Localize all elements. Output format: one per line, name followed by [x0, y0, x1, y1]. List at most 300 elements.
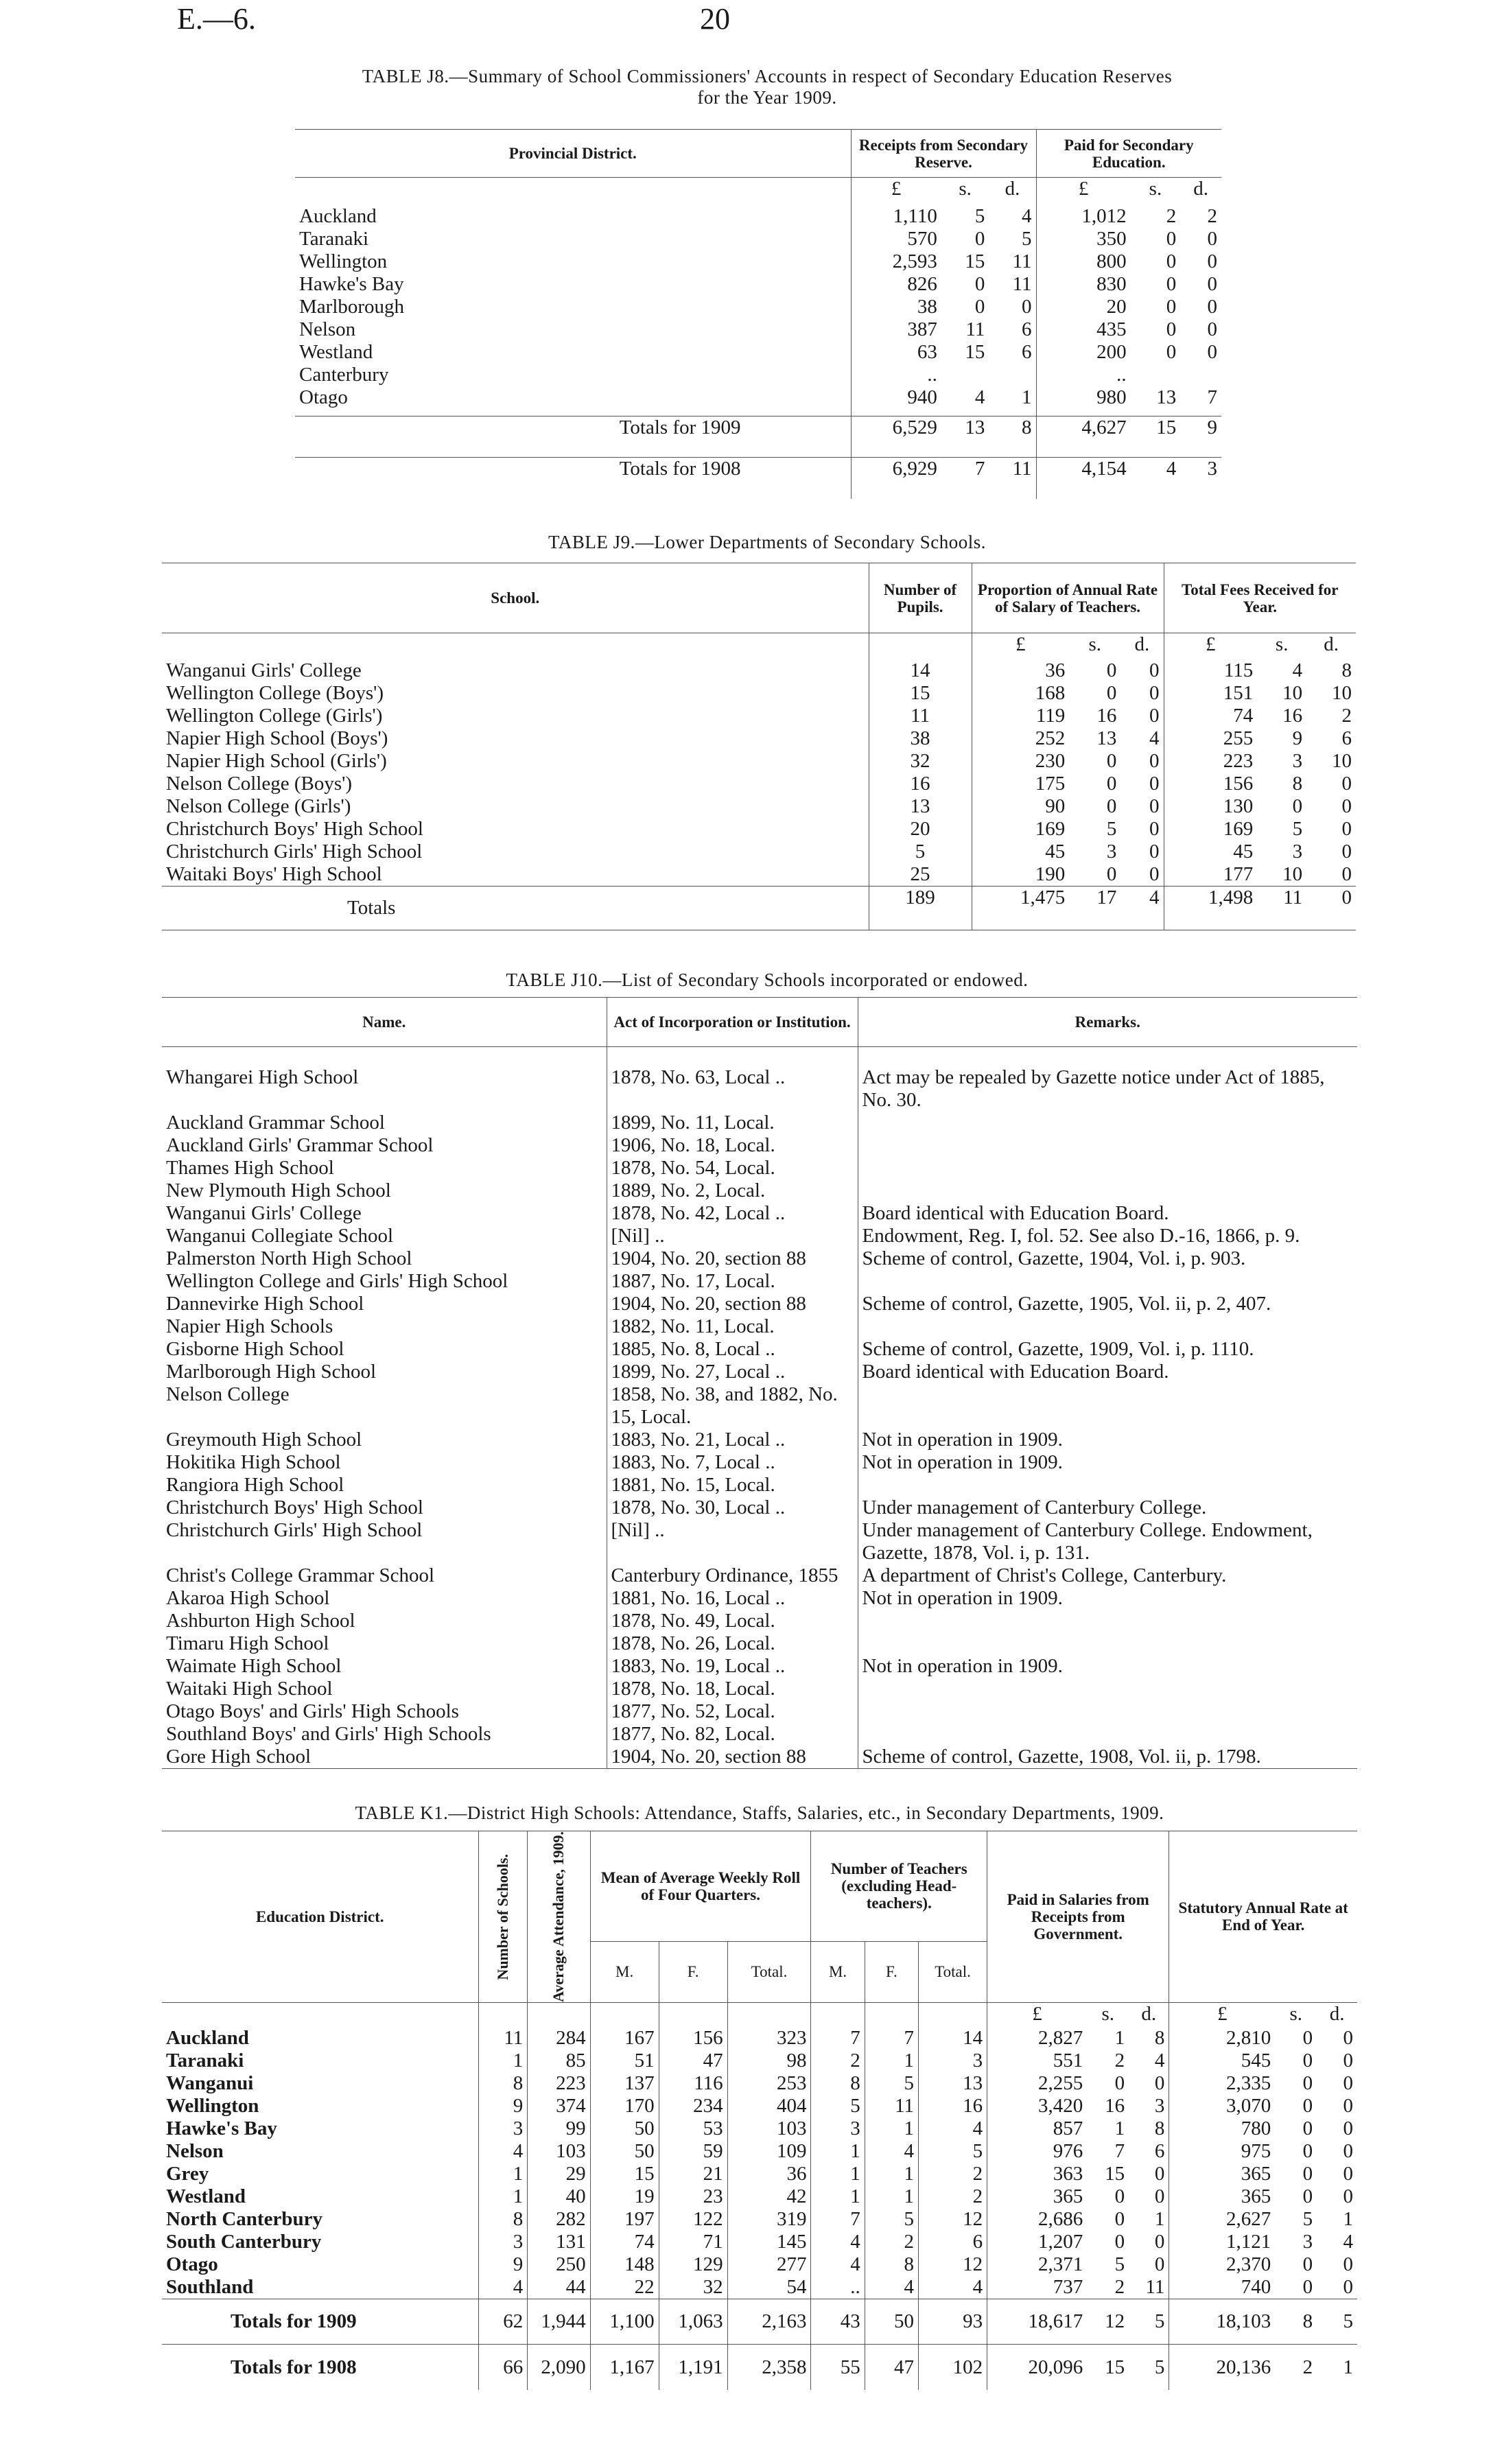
district-name: North Canterbury	[166, 2208, 322, 2231]
school-name: Ashburton High School	[166, 1609, 355, 1632]
table-row	[162, 2163, 1357, 2185]
value-cell: 5	[919, 2140, 987, 2163]
district-name: Westland	[166, 2185, 246, 2208]
value-cell: 3	[1106, 840, 1117, 863]
school-name: Napier High School (Girls')	[166, 749, 387, 772]
value-cell: 0	[1302, 2050, 1313, 2072]
value-cell: 8	[865, 2253, 918, 2276]
table-row	[162, 1429, 1357, 1451]
act-cell: 1878, No. 42, Local ..	[607, 1202, 858, 1225]
value-cell: 42	[727, 2185, 811, 2208]
act-cell: 1878, No. 63, Local ..	[607, 1066, 858, 1112]
district-name: Hawke's Bay	[299, 272, 404, 295]
act-cell: 1904, No. 20, section 88	[607, 1247, 858, 1270]
unit-label: s.	[1101, 2002, 1114, 2025]
table-row	[162, 1112, 1357, 1134]
value-cell: 0	[1207, 318, 1217, 340]
j10-col-remarks: Remarks.	[858, 998, 1357, 1047]
value-cell: 5	[1022, 227, 1032, 250]
table-row	[295, 364, 1221, 386]
district-name: Canterbury	[299, 363, 389, 386]
value-cell: 6	[1022, 340, 1032, 363]
value-cell: 0	[1149, 704, 1160, 727]
value-cell: 7	[811, 2208, 865, 2231]
value-cell: 1	[478, 2185, 528, 2208]
k1-col-district: Education District.	[255, 1908, 384, 1925]
district-name: Wellington	[166, 2095, 259, 2117]
value-cell: 10	[1282, 681, 1303, 704]
act-cell: 1877, No. 82, Local.	[607, 1723, 858, 1746]
total-value: 1,944	[528, 2299, 590, 2345]
value-cell: 350	[1036, 228, 1131, 250]
total-value: 1	[1343, 2356, 1353, 2378]
act-cell: 1887, No. 17, Local.	[607, 1270, 858, 1293]
school-name: Auckland Grammar School	[166, 1111, 385, 1134]
total-value: 66	[478, 2345, 528, 2390]
value-cell: 2,370	[1169, 2253, 1275, 2276]
value-cell: 10	[1332, 749, 1352, 772]
value-cell: 13	[1156, 386, 1177, 408]
k1-col-schools: Number of Schools.	[493, 1853, 511, 1980]
j8-title-line1: TABLE J8.—Summary of School Commissioners' Accounts in respect of Secondary Education Reserves	[362, 66, 1173, 86]
pupils-value: 20	[869, 818, 972, 841]
value-cell: 3,420	[987, 2095, 1088, 2117]
value-cell: 404	[727, 2095, 811, 2117]
act-cell: 1904, No. 20, section 88	[607, 1293, 858, 1315]
value-cell: 40	[528, 2185, 590, 2208]
value-cell: 0	[1166, 295, 1177, 318]
value-cell: 284	[528, 2027, 590, 2050]
value-cell: 387	[851, 318, 941, 341]
table-row	[162, 1451, 1357, 1474]
total-value: 2,090	[528, 2345, 590, 2390]
district-name: Auckland	[166, 2027, 249, 2050]
value-cell: 0	[1343, 2140, 1353, 2163]
table-row	[295, 341, 1221, 364]
value-cell: 0	[1302, 2027, 1313, 2050]
act-cell: 1883, No. 21, Local ..	[607, 1429, 858, 1451]
total-value: 0	[1341, 886, 1352, 908]
remarks-cell: Scheme of control, Gazette, 1904, Vol. i, p. 903.	[858, 1247, 1357, 1270]
table-row	[162, 1383, 1357, 1429]
table-row	[162, 1202, 1357, 1225]
value-cell: 11	[1012, 272, 1032, 295]
school-name: Nelson College (Boys')	[166, 772, 353, 795]
value-cell: 167	[590, 2027, 659, 2050]
value-cell: 115	[1164, 659, 1257, 682]
school-name: Southland Boys' and Girls' High Schools	[166, 1722, 491, 1745]
pupils-value: 15	[869, 682, 972, 705]
value-cell: 6	[1341, 727, 1352, 749]
table-row	[295, 416, 1221, 458]
table-row	[295, 458, 1221, 499]
value-cell: 12	[919, 2208, 987, 2231]
unit-label: £	[851, 178, 941, 205]
table-row	[162, 2117, 1357, 2140]
school-name: Wellington College and Girls' High School	[166, 1269, 508, 1292]
table-row	[162, 659, 1356, 682]
value-cell: 0	[1207, 227, 1217, 250]
school-name: New Plymouth High School	[166, 1179, 391, 1201]
total-value: 2,163	[727, 2299, 811, 2345]
remarks-cell	[858, 1678, 1357, 1700]
value-cell: 156	[1164, 773, 1257, 795]
value-cell: 4	[919, 2117, 987, 2140]
totals-label: Totals for 1909	[231, 2310, 357, 2333]
table-row	[162, 1315, 1357, 1338]
total-value: 1,475	[972, 886, 1069, 930]
value-cell: 223	[528, 2072, 590, 2095]
value-cell: 175	[972, 773, 1069, 795]
total-value: 4,627	[1036, 416, 1131, 458]
value-cell: 119	[972, 705, 1069, 727]
value-cell: 4	[811, 2231, 865, 2253]
value-cell: 15	[1105, 2163, 1125, 2185]
school-name: Timaru High School	[166, 1632, 329, 1654]
value-cell: 0	[1149, 795, 1160, 817]
value-cell: 15	[590, 2163, 659, 2185]
value-cell: 11	[1012, 250, 1032, 272]
value-cell: 169	[1164, 818, 1257, 841]
value-cell: 0	[1106, 863, 1117, 885]
value-cell: 16	[1096, 704, 1117, 727]
value-cell: 8	[1292, 772, 1303, 795]
value-cell: 45	[972, 841, 1069, 863]
school-name: Marlborough High School	[166, 1360, 377, 1383]
table-row	[295, 296, 1221, 318]
table-row	[162, 727, 1356, 750]
value-cell: 0	[1149, 681, 1160, 704]
total-value: 189	[869, 886, 972, 930]
value-cell: 1,207	[987, 2231, 1088, 2253]
value-cell: 54	[727, 2276, 811, 2299]
value-cell: 0	[1207, 340, 1217, 363]
act-cell: 1878, No. 26, Local.	[607, 1632, 858, 1655]
school-name: Hokitika High School	[166, 1451, 341, 1473]
j8-col-receipts: Receipts from Secondary Reserve.	[851, 130, 1036, 178]
value-cell: 116	[659, 2072, 727, 2095]
district-name: Otago	[166, 2253, 218, 2276]
remarks-cell	[858, 1112, 1357, 1134]
value-cell: 74	[590, 2231, 659, 2253]
total-value: 1,063	[659, 2299, 727, 2345]
school-name: Waitaki Boys' High School	[166, 863, 382, 885]
remarks-cell: Act may be repealed by Gazette notice under Act of 1885, No. 30.	[858, 1066, 1357, 1112]
value-cell: 16	[919, 2095, 987, 2117]
value-cell: 0	[974, 295, 985, 318]
value-cell: 145	[727, 2231, 811, 2253]
school-name: Dannevirke High School	[166, 1292, 364, 1315]
value-cell: 0	[974, 272, 985, 295]
table-row	[162, 1655, 1357, 1678]
value-cell: 374	[528, 2095, 590, 2117]
remarks-cell	[858, 1610, 1357, 1632]
value-cell: 4	[1154, 2050, 1165, 2072]
total-value: 12	[1105, 2310, 1125, 2333]
unit-label: s.	[1149, 178, 1162, 200]
value-cell: 363	[987, 2163, 1088, 2185]
total-value: 4,154	[1036, 458, 1131, 499]
total-value: 18,103	[1169, 2299, 1275, 2345]
value-cell: 11	[965, 318, 985, 340]
school-name: Christchurch Girls' High School	[166, 1518, 423, 1541]
value-cell: 0	[1343, 2117, 1353, 2140]
unit-label: d.	[1324, 633, 1339, 655]
value-cell: 10	[1332, 681, 1352, 704]
remarks-cell: Scheme of control, Gazette, 1905, Vol. ii, p. 2, 407.	[858, 1293, 1357, 1315]
value-cell: 53	[659, 2117, 727, 2140]
value-cell: 50	[590, 2117, 659, 2140]
value-cell: 0	[1106, 772, 1117, 795]
school-name: Gisborne High School	[166, 1337, 344, 1360]
remarks-cell: A department of Christ's College, Canterbury.	[858, 1564, 1357, 1587]
total-value: 7	[974, 458, 985, 480]
total-value: 18,617	[987, 2299, 1088, 2345]
value-cell: 2,335	[1169, 2072, 1275, 2095]
remarks-cell: Not in operation in 1909.	[858, 1451, 1357, 1474]
value-cell: 0	[1114, 2185, 1125, 2208]
value-cell: 740	[1169, 2276, 1275, 2299]
district-name: Wanganui	[166, 2072, 254, 2095]
total-value: 1,167	[590, 2345, 659, 2390]
value-cell: 6	[919, 2231, 987, 2253]
value-cell: 2	[919, 2163, 987, 2185]
k1-col-roll: Mean of Average Weekly Roll of Four Quarters.	[590, 1831, 811, 1942]
table-row	[162, 1746, 1357, 1769]
value-cell: 551	[987, 2050, 1088, 2072]
value-cell: 2	[1207, 204, 1217, 227]
total-value: 50	[865, 2299, 918, 2345]
value-cell: 7	[811, 2027, 865, 2050]
value-cell: 109	[727, 2140, 811, 2163]
value-cell: 4	[811, 2253, 865, 2276]
total-value: 62	[478, 2299, 528, 2345]
value-cell: 230	[972, 750, 1069, 773]
j9-title: TABLE J9.—Lower Departments of Secondary Schools.	[548, 532, 986, 552]
value-cell: 71	[659, 2231, 727, 2253]
value-cell: 4	[865, 2140, 918, 2163]
remarks-cell	[858, 1270, 1357, 1293]
total-value: 1,498	[1164, 886, 1257, 930]
school-name: Nelson College	[166, 1383, 290, 1405]
k1-col-rate: Statutory Annual Rate at End of Year.	[1169, 1831, 1357, 2003]
value-cell: 169	[972, 818, 1069, 841]
value-cell: 3	[811, 2117, 865, 2140]
j9-col-fees: Total Fees Received for Year.	[1164, 563, 1356, 633]
table-row	[162, 1564, 1357, 1587]
value-cell: 0	[974, 227, 985, 250]
value-cell: 0	[1341, 863, 1352, 885]
table-row	[295, 178, 1221, 205]
value-cell: 190	[972, 863, 1069, 887]
table-row	[162, 773, 1356, 795]
value-cell: 122	[659, 2208, 727, 2231]
table-row	[295, 250, 1221, 273]
total-value: 4	[1149, 886, 1160, 908]
table-row	[162, 2345, 1357, 2390]
value-cell: 0	[1149, 863, 1160, 885]
act-cell: 1883, No. 7, Local ..	[607, 1451, 858, 1474]
value-cell: 197	[590, 2208, 659, 2231]
table-row	[162, 1723, 1357, 1746]
total-value: 8	[1022, 416, 1032, 438]
district-name: Taranaki	[299, 227, 369, 250]
value-cell: 1,110	[851, 205, 941, 228]
table-row	[162, 1180, 1357, 1202]
value-cell: 277	[727, 2253, 811, 2276]
k1-roll-f: F.	[659, 1941, 727, 2002]
unit-label: s.	[959, 178, 972, 200]
table-row	[162, 750, 1356, 773]
value-cell: 545	[1169, 2050, 1275, 2072]
value-cell: 59	[659, 2140, 727, 2163]
value-cell: 2	[919, 2185, 987, 2208]
value-cell: 7	[865, 2027, 918, 2050]
value-cell: 0	[1341, 772, 1352, 795]
value-cell: 0	[1166, 340, 1177, 363]
unit-label: £	[1164, 633, 1257, 659]
value-cell: 11	[865, 2095, 918, 2117]
school-name: Christchurch Boys' High School	[166, 817, 423, 840]
district-name: Southland	[166, 2276, 254, 2299]
value-cell: 2,255	[987, 2072, 1088, 2095]
table-row	[162, 818, 1356, 841]
total-value: 102	[919, 2345, 987, 2390]
value-cell: 2,827	[987, 2027, 1088, 2050]
value-cell: 0	[1154, 2185, 1165, 2208]
table-row	[162, 1157, 1357, 1180]
value-cell: 3	[1154, 2095, 1165, 2117]
table-row	[162, 2072, 1357, 2095]
school-name: Napier High Schools	[166, 1315, 333, 1337]
school-name: Napier High School (Boys')	[166, 727, 388, 749]
remarks-cell: Board identical with Education Board.	[858, 1361, 1357, 1383]
value-cell: 6	[1022, 318, 1032, 340]
act-cell: 1899, No. 11, Local.	[607, 1112, 858, 1134]
value-cell: 0	[1302, 2253, 1313, 2276]
table-row	[162, 886, 1356, 930]
value-cell: 737	[987, 2276, 1088, 2299]
table-row	[295, 228, 1221, 250]
value-cell: 0	[1166, 227, 1177, 250]
value-cell: 1	[811, 2140, 865, 2163]
value-cell: 3	[1292, 749, 1303, 772]
value-cell: 234	[659, 2095, 727, 2117]
remarks-cell	[858, 1157, 1357, 1180]
value-cell: 3	[1302, 2231, 1313, 2253]
remarks-cell	[858, 1383, 1357, 1429]
value-cell: 12	[919, 2253, 987, 2276]
value-cell: 0	[1022, 295, 1032, 318]
pupils-value: 38	[869, 727, 972, 750]
value-cell: 1	[865, 2163, 918, 2185]
act-cell: 1904, No. 20, section 88	[607, 1746, 858, 1769]
value-cell: 4	[1022, 204, 1032, 227]
remarks-cell: Not in operation in 1909.	[858, 1655, 1357, 1678]
act-cell: 1878, No. 54, Local.	[607, 1157, 858, 1180]
total-value: 47	[865, 2345, 918, 2390]
school-name: Nelson College (Girls')	[166, 795, 351, 817]
value-cell: 4	[478, 2276, 528, 2299]
table-row	[162, 2276, 1357, 2299]
remarks-cell	[858, 1180, 1357, 1202]
value-cell: 103	[528, 2140, 590, 2163]
value-cell: 0	[1106, 795, 1117, 817]
page-ref: E.—6.	[177, 2, 256, 36]
value-cell: 148	[590, 2253, 659, 2276]
unit-label: d.	[1141, 2002, 1157, 2025]
total-value: 13	[965, 416, 985, 438]
value-cell: 9	[478, 2095, 528, 2117]
value-cell: 3	[478, 2117, 528, 2140]
pupils-value: 13	[869, 795, 972, 818]
value-cell: 5	[865, 2072, 918, 2095]
unit-label: s.	[1088, 633, 1102, 655]
value-cell: 976	[987, 2140, 1088, 2163]
value-cell: 63	[851, 341, 941, 364]
act-cell: Canterbury Ordinance, 1855	[607, 1564, 858, 1587]
act-cell: 1877, No. 52, Local.	[607, 1700, 858, 1723]
value-cell: 20	[1036, 296, 1131, 318]
value-cell: 13	[919, 2072, 987, 2095]
value-cell: 8	[1154, 2027, 1165, 2050]
unit-label: d.	[1193, 178, 1208, 200]
school-name: Wanganui Girls' College	[166, 659, 362, 681]
value-cell: 0	[1343, 2163, 1353, 2185]
school-name: Wanganui Collegiate School	[166, 1224, 394, 1247]
value-cell: 1	[865, 2117, 918, 2140]
value-cell	[1180, 364, 1221, 386]
value-cell: 2,371	[987, 2253, 1088, 2276]
unit-label: £	[987, 2002, 1088, 2027]
value-cell: 0	[1149, 659, 1160, 681]
value-cell: 0	[1302, 2140, 1313, 2163]
total-value: 5	[1343, 2310, 1353, 2333]
district-name: Wellington	[299, 250, 388, 272]
value-cell: 8	[1154, 2117, 1165, 2140]
value-cell: 0	[1207, 295, 1217, 318]
pupils-value: 11	[869, 705, 972, 727]
remarks-cell: Endowment, Reg. I, fol. 52. See also D.-16, 1866, p. 9.	[858, 1225, 1357, 1247]
value-cell: 11	[478, 2027, 528, 2050]
value-cell: 1	[1154, 2208, 1165, 2231]
value-cell: 137	[590, 2072, 659, 2095]
value-cell: 0	[1292, 795, 1303, 817]
total-value: 1,191	[659, 2345, 727, 2390]
table-row	[162, 2002, 1357, 2027]
total-value: 15	[1156, 416, 1177, 438]
school-name: Auckland Girls' Grammar School	[166, 1134, 434, 1156]
j10-title: TABLE J10.—List of Secondary Schools incorporated or endowed.	[506, 970, 1029, 990]
total-value: 8	[1302, 2310, 1313, 2333]
value-cell: 5	[1302, 2208, 1313, 2231]
value-cell: 131	[528, 2231, 590, 2253]
value-cell: 0	[1166, 250, 1177, 272]
value-cell: 47	[659, 2050, 727, 2072]
j9-col-school: School.	[491, 589, 540, 607]
total-value: 1,100	[590, 2299, 659, 2345]
value-cell: 0	[1302, 2072, 1313, 2095]
table-row	[162, 1134, 1357, 1157]
value-cell: 5	[1114, 2253, 1125, 2276]
total-value: 17	[1096, 886, 1117, 908]
school-name: Gore High School	[166, 1745, 312, 1768]
table-row	[162, 1225, 1357, 1247]
value-cell: 0	[1154, 2163, 1165, 2185]
value-cell: 1	[1114, 2027, 1125, 2050]
value-cell: 282	[528, 2208, 590, 2231]
value-cell: 980	[1036, 386, 1131, 416]
